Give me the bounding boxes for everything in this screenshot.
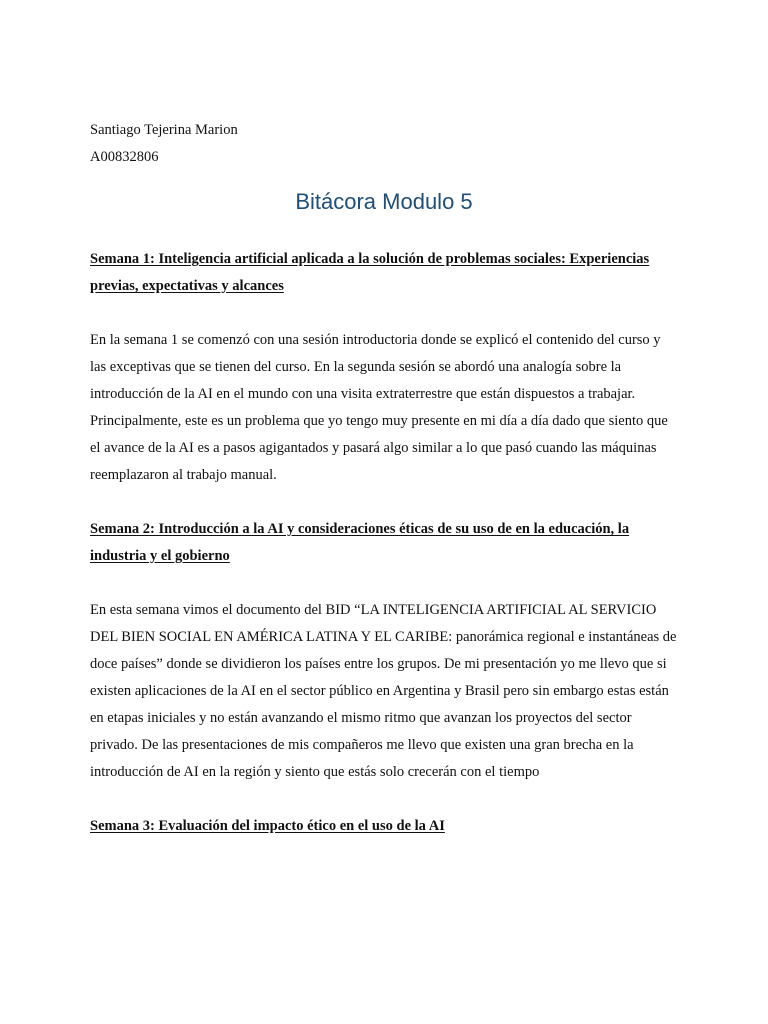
section-week-2 bbox=[90, 516, 678, 786]
section-body: En esta semana vimos el documento del BID “LA INTELIGENCIA ARTIFICIAL AL SERVICIO DEL BIEN SOCIAL EN AMÉRICA LATINA Y EL CARIBE: panorámica regional e instantáneas de doce países” donde se dividieron los países entre los grupos. De mi presentación yo me llevo que si existen aplicaciones de la AI en el sector público en Argentina y Brasil pero sin embargo estas están en etapas iniciales y no están avanzando el mismo ritmo que avanzan los proyectos del sector privado. De las presentaciones de mis compañeros me llevo que existen una gran brecha en la introducción de AI en la región y siento que estás solo crecerán con el tiempo bbox=[90, 602, 677, 780]
section-heading bbox=[90, 246, 678, 300]
document-content bbox=[90, 117, 678, 840]
document-title: Bitácora Modulo 5 bbox=[295, 189, 473, 214]
section-heading bbox=[90, 813, 678, 840]
section-body: En la semana 1 se comenzó con una sesión introductoria donde se explicó el contenido del curso y las exceptivas que se tienen del curso. En la segunda sesión se abordó una analogía sobre la introducción de la AI en el mundo con una visita extraterrestre que están dispuestos a trabajar. Principalmente, este es un problema que yo tengo muy presente en mi día a día dado que siento que el avance de la AI es a pasos agigantados y pasará algo similar a lo que pasó cuando las máquinas reemplazaron al trabajo manual. bbox=[90, 332, 668, 483]
section-week-3 bbox=[90, 813, 678, 840]
author-name: Santiago Tejerina Marion bbox=[90, 122, 238, 138]
section-week-1 bbox=[90, 246, 678, 489]
section-heading bbox=[90, 516, 678, 570]
section-heading-text: Semana 1: Inteligencia artificial aplicada a la solución de problemas sociales: Experiencias previas, expectativas y alcances bbox=[90, 251, 650, 294]
section-heading-text: Semana 3: Evaluación del impacto ético en el uso de la AI bbox=[90, 818, 445, 834]
section-heading-text: Semana 2: Introducción a la AI y consideraciones éticas de su uso de en la educación, la industria y el gobierno bbox=[90, 521, 630, 564]
student-id: A00832806 bbox=[90, 149, 159, 165]
